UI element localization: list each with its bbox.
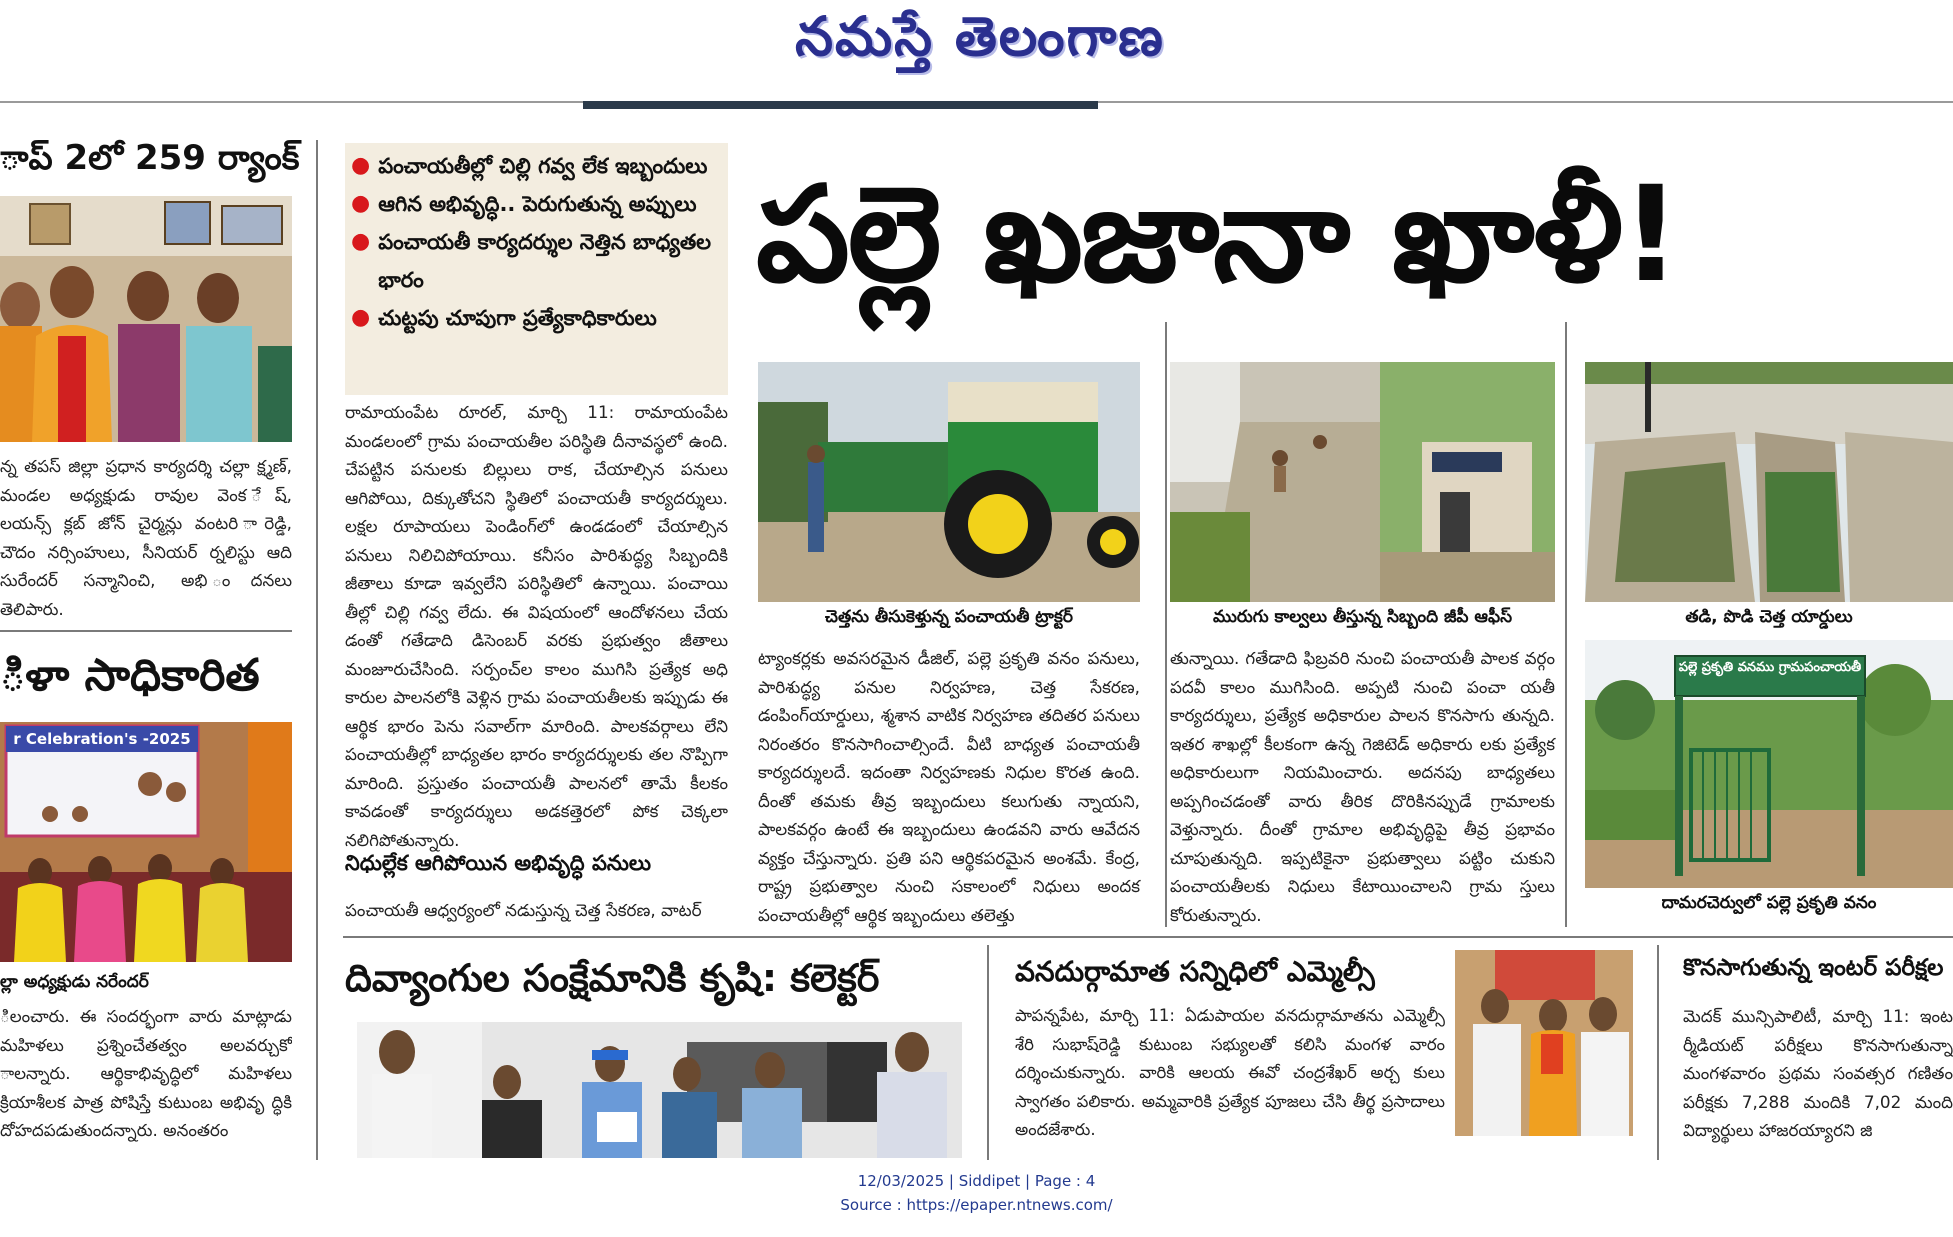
award-photo (0, 196, 292, 442)
masthead-accent-rule (583, 101, 1098, 109)
lead-headline: పల్లె ఖజానా ఖాళీ! (756, 158, 1680, 312)
footer-source-link[interactable]: Source : https://epaper.ntnews.com/ (840, 1196, 1113, 1214)
tractor-photo (758, 362, 1140, 602)
section-divider (343, 936, 1953, 938)
lead-column-2: ట్యాంకర్లకు అవసరమైన డీజిల్, పల్లె ప్రకృతి వనం పనులు, పారిశుద్ధ్య పనుల నిర్వహణ, చెత్త సేకరణ, డంపింగ్‌యార్డులు, శ్మశాన వాటిక నిర్వహణ తదితర పనులు నిరంతరం కొనసాగించాల్సిందే. వీటి బాధ్యత పంచాయతీ కార్యదర్శులదే. ఇదంతా నిర్వహణకు నిధుల కొరత ఉంది. దీంతో తమకు తీవ్ర ఇబ్బందులు కలుగుతు న్నాయని, పాలకవర్గం ఉంటే ఈ ఇబ్బందులు ఉండవని వారు ఆవేదన వ్యక్తం చేస్తున్నారు. ప్రతి పని ఆర్థికపరమైన అంశమే. కేంద్ర, రాష్ట్ర ప్రభుత్వాల నుంచి సకాలంలో నిధులు అందక పంచాయతీల్లో ఆర్థిక ఇబ్బందులు తలెత్తు (758, 648, 1140, 925)
left-mid-body: ిలంచారు. ఈ సందర్భంగా వారు మాట్లాడు మహిళలు ప్రశ్నించేతత్వం అలవర్చుకో ాలన్నారు. ఆర్థికాభివృద్ధిలో మహిళలు క్రియాశీలక పాత్ర పోషిస్తే కుటుంబ అభివృ ద్ధికి దోహదపడుతుందన్నారు. అనంతరం (0, 1006, 292, 1140)
left-top-headline: ాప్ 2లో 259 ర్యాంక్ (0, 138, 300, 178)
collector-headline: దివ్యాంగుల సంక్షేమానికి కృషి: కలెక్టర్ (345, 956, 880, 1000)
left-top-body: న్న తపస్ జిల్లా ప్రధాన కార్యదర్శి చల్లా క్ష్మణ్, మండల అధ్యక్షుడు రావుల వెంక ేష్, లయన్స్ క్లబ్ జోన్ చైర్మన్లు వంటరి ారెడ్డి, చౌదం నర్సింహులు, సీనియర్ ర్నలిస్టు ఆది సురేందర్ సన్మానించి, అభి ందనలు తెలిపారు. (0, 456, 292, 619)
lead-bullets (345, 143, 728, 395)
inter-exam-headline: కొనసాగుతున్న ఇంటర్ పరీక్షల (1683, 955, 1944, 981)
lead-column-3: తున్నాయి. గతేడాది ఫిబ్రవరి నుంచి పంచాయతీ పాలక వర్గం పదవీ కాలం ముగిసింది. అప్పటి నుంచి పంచా యతీ కార్యదర్శులు, ప్రత్యేక అధికారుల పాలన కొనసాగు తున్నది. ఇతర శాఖల్లో కీలకంగా ఉన్న గెజిటెడ్ అధికారు లకు ప్రత్యేక అధికారులుగా నియమించారు. అదనపు బాధ్యతలు అప్పగించడంతో వారు తీరిక దొరికినప్పుడే గ్రామాలకు వెళ్తున్నారు. దీంతో గ్రామాల అభివృద్ధిపై తీవ్ర ప్రభావం చూపుతున్నది. ఇప్పటికైనా ప్రభుత్వాలు పట్టిం చుకుని పంచాయతీలకు నిధులు కేటాయించాలని గ్రామ స్తులు కోరుతున్నారు. (1170, 648, 1555, 925)
left-mid-headline: ిళా సాధికారిత (0, 650, 260, 701)
column-divider (1165, 322, 1167, 927)
bullet-item: ● పంచాయతీ కార్యదర్శుల నెత్తిన బాధ్యతల భారం (351, 229, 712, 292)
gate-sign: పల్లె ప్రకృతి వనము గ్రామపంచాయతీ (1678, 660, 1862, 675)
lead-column-1-tail: పంచాయతీ ఆధ్వర్యంలో నడుస్తున్న చెత్త సేకరణ, వాటర్ (345, 900, 702, 920)
footer-date-line: 12/03/2025 | Siddipet | Page : 4 (857, 1172, 1096, 1190)
drain-office-caption: మురుగు కాల్వలు తీస్తున్న సిబ్బంది జీపీ ఆఫీస్ (1212, 607, 1513, 627)
section-divider (0, 630, 292, 632)
bullet-item: ● ఆగిన అభివృద్ధి.. పెరుగుతున్న అప్పులు (351, 191, 697, 216)
column-divider (1565, 322, 1567, 927)
bullet-item: ● చుట్టపు చూపుగా ప్రత్యేకాధికారులు (351, 305, 657, 330)
column-divider (316, 140, 318, 1160)
village-park-photo (1585, 640, 1953, 888)
tractor-caption: చెత్తను తీసుకెళ్తున్న పంచాయతీ ట్రాక్టర్ (825, 607, 1073, 627)
compost-yard-photo (1585, 362, 1953, 602)
drain-office-photo (1170, 362, 1555, 602)
newspaper-logo: నమస్తే తెలంగాణ (795, 4, 1165, 68)
inter-exam-body: మెదక్ మున్సిపాలిటీ, మార్చి 11: ఇంట ర్మీడియట్ పరీక్షలు కొనసాగుతున్నా మంగళవారం ప్రథమ సంవత్సర గణితం పరీక్షకు 7,288 మందికి 7,02 మంది విద్యార్థులు హాజరయ్యారని జి (1683, 1006, 1953, 1140)
temple-photo (1455, 950, 1633, 1136)
column-divider (1657, 945, 1659, 1160)
collector-photo (357, 1022, 962, 1158)
lead-column-1: రామాయంపేట రూరల్, మార్చి 11: రామాయంపేట మండలంలో గ్రామ పంచాయతీల పరిస్థితి దీనావస్థలో ఉంది. చేపట్టిన పనులకు బిల్లులు రాక, చేయాల్సిన పనులు ఆగిపోయి, దిక్కుతోచని స్థితిలో పంచాయతీ కార్యదర్శులు. లక్షల రూపాయలు పెండింగ్‌లో ఉండడంలో చేయాల్సిన పనులు నిలిచిపోయాయి. కనీసం పారిశుద్ధ్య సిబ్బందికి జీతాలు కూడా ఇవ్వలేని పరిస్థితిలో ఉన్నాయి. పంచాయి తీల్లో చిల్లి గవ్వ లేదు. ఈ విషయంలో ఆందోళనలు చేయ డంతో గతేడాది డిసెంబర్ వరకు ప్రభుత్వం జీతాలు మంజూరుచేసింది. సర్పంచ్‌ల కాలం ముగిసి ప్రత్యేక అధి కారుల పాలనలోకి వెళ్లిన గ్రామ పంచాయతీలకు ఇప్పుడు ఈ ఆర్థిక భారం పెను సవాల్‌గా మారింది. పాలకవర్గాలు లేని పంచాయతీల్లో బాధ్యతల భారం కార్యదర్శులకు తల నొప్పిగా మారింది. ప్రస్తుతం పంచాయతీ పాలనలో తామే కీలకం కావడంతో కార్యదర్శులు అడకత్తెరలో పోక చెక్కలా నలిగిపోతున్నారు. (345, 402, 728, 850)
bullet-item: ● పంచాయతీల్లో చిల్లి గవ్వ లేక ఇబ్బందులు (351, 153, 708, 178)
left-mid-caption: ల్లా అధ్యక్షుడు నరేందర్ (0, 972, 149, 992)
mlc-temple-headline: వనదుర్గామాత సన్నిధిలో ఎమ్మెల్సీ (1015, 955, 1375, 988)
column-divider (987, 945, 989, 1160)
masthead (0, 0, 1953, 110)
village-park-caption: దామరచెర్వులో పల్లె ప్రకృతి వనం (1661, 893, 1877, 913)
lead-subhead: నిధుల్లేక ఆగిపోయిన అభివృద్ధి పనులు (345, 851, 652, 875)
compost-yard-caption: తడి, పొడి చెత్త యార్డులు (1685, 607, 1853, 627)
banner-text: r Celebration's -2025 (13, 730, 191, 748)
womens-day-photo (0, 722, 292, 962)
mlc-temple-body: పాపన్నపేట, మార్చి 11: ఏడుపాయల వనదుర్గామాతను ఎమ్మెల్సీ శేరి సుభాష్‌రెడ్డి కుటుంబ సభ్యులతో కలిసి మంగళ వారం దర్శించుకున్నారు. వారికి ఆలయ ఈవో చంద్రశేఖర్ అర్చ కులు స్వాగతం పలికారు. అమ్మవారికి ప్రత్యేక పూజలు చేసి తీర్థ ప్రసాదాలు అందజేశారు. (1015, 1006, 1445, 1139)
